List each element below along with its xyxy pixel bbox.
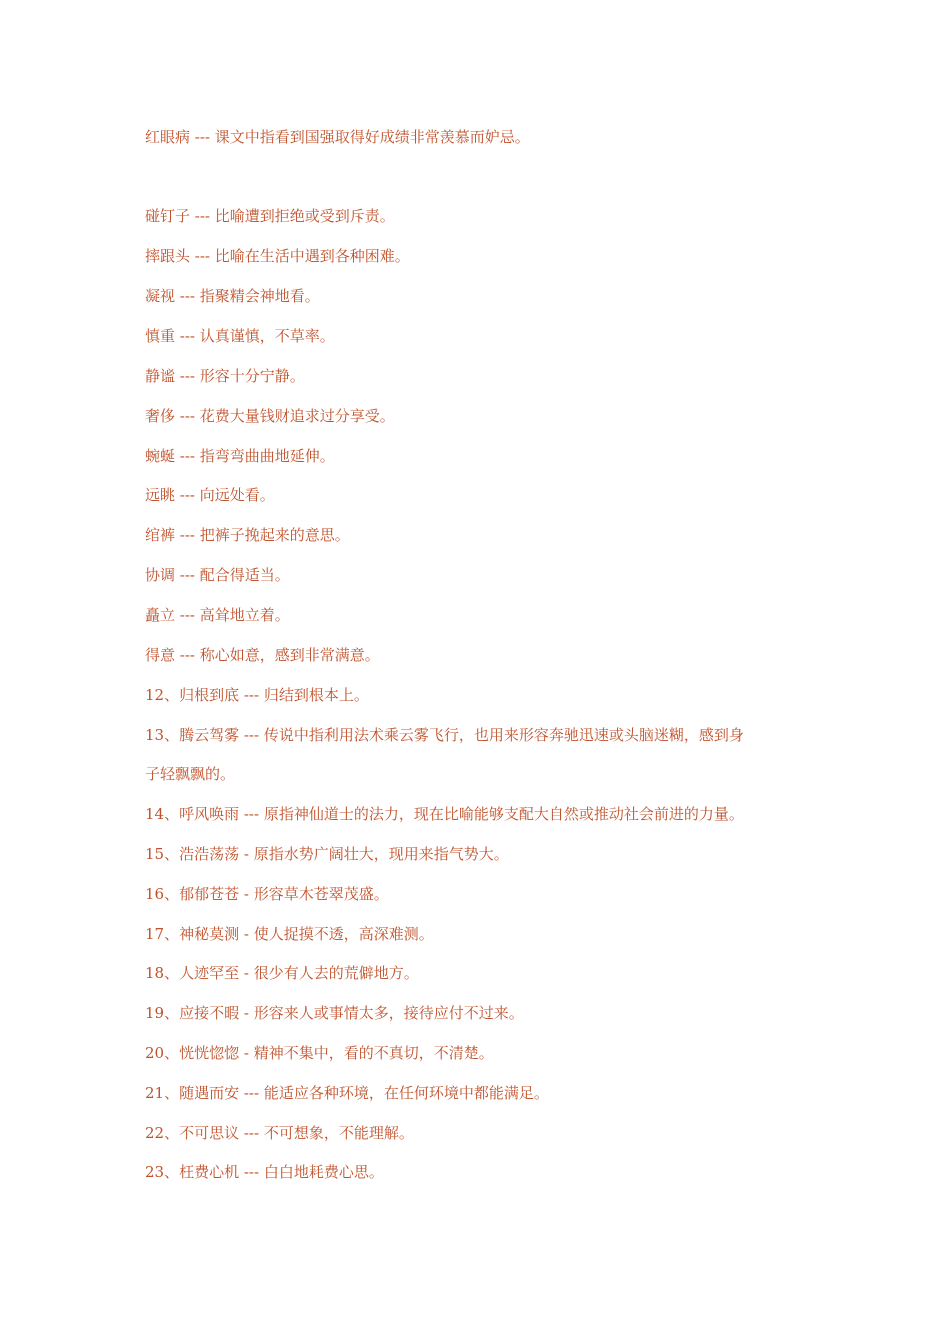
vocab-entry-de-yi: 得意 --- 称心如意，感到非常满意。 (145, 646, 380, 664)
vocab-entry-shen-zhong: 慎重 --- 认真谨慎，不草率。 (145, 327, 335, 345)
vocab-entry-15: 15、浩浩荡荡 - 原指水势广阔壮大，现用来指气势大。 (145, 845, 509, 863)
vocab-entry-yuan-tiao: 远眺 --- 向远处看。 (145, 486, 275, 504)
vocab-entry-jing-mi: 静谧 --- 形容十分宁静。 (145, 367, 305, 385)
vocab-entry-23: 23、枉费心机 --- 白白地耗费心思。 (145, 1163, 384, 1181)
vocab-entry-xie-tiao: 协调 --- 配合得适当。 (145, 566, 290, 584)
vocab-entry-16: 16、郁郁苍苍 - 形容草木苍翠茂盛。 (145, 885, 389, 903)
vocab-entry-20: 20、恍恍惚惚 - 精神不集中，看的不真切，不清楚。 (145, 1044, 494, 1062)
vocab-entry-12: 12、归根到底 --- 归结到根本上。 (145, 686, 369, 704)
vocab-entry-peng-ding-zi: 碰钉子 --- 比喻遭到拒绝或受到斥责。 (145, 207, 395, 225)
vocab-entry-she-chi: 奢侈 --- 花费大量钱财追求过分享受。 (145, 407, 395, 425)
vocab-entry-13-continued: 子轻飘飘的。 (145, 765, 236, 783)
vocab-entry-17: 17、神秘莫测 - 使人捉摸不透，高深难测。 (145, 925, 434, 943)
vocab-entry-red-eye: 红眼病 --- 课文中指看到国强取得好成绩非常羡慕而妒忌。 (145, 128, 530, 146)
vocab-entry-ning-shi: 凝视 --- 指聚精会神地看。 (145, 287, 320, 305)
vocab-entry-chu-li: 矗立 --- 高耸地立着。 (145, 606, 290, 624)
vocab-entry-18: 18、人迹罕至 - 很少有人去的荒僻地方。 (145, 964, 419, 982)
vocab-entry-shuai-gen-tou: 摔跟头 --- 比喻在生活中遇到各种困难。 (145, 247, 410, 265)
vocab-entry-22: 22、不可思议 --- 不可想象，不能理解。 (145, 1124, 414, 1142)
vocab-entry-13: 13、腾云驾雾 --- 传说中指利用法术乘云雾飞行，也用来形容奔驰迅速或头脑迷糊，感到身 (145, 726, 744, 744)
vocab-entry-wan-yan: 蜿蜒 --- 指弯弯曲曲地延伸。 (145, 447, 335, 465)
vocab-entry-wan-ku: 绾裤 --- 把裤子挽起来的意思。 (145, 526, 350, 544)
vocab-entry-21: 21、随遇而安 --- 能适应各种环境，在任何环境中都能满足。 (145, 1084, 549, 1102)
vocab-entry-14: 14、呼风唤雨 --- 原指神仙道士的法力，现在比喻能够支配大自然或推动社会前进的力量。 (145, 805, 744, 823)
vocab-entry-19: 19、应接不暇 - 形容来人或事情太多，接待应付不过来。 (145, 1004, 524, 1022)
